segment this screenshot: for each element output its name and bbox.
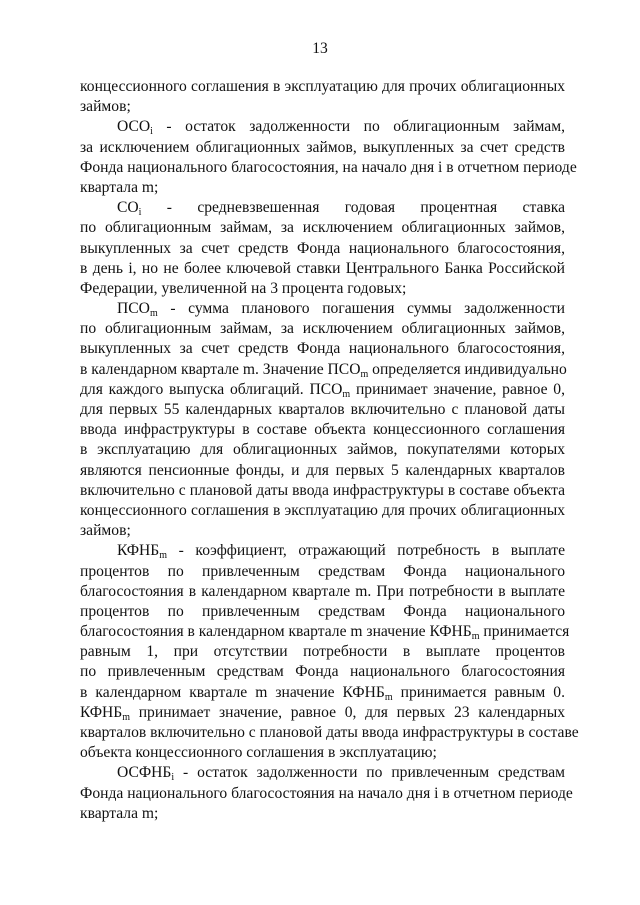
subscript: i (171, 772, 175, 784)
text-line (80, 279, 565, 299)
text-line (80, 158, 577, 178)
line-text: в календарном квартале m. Значение ПСО (80, 360, 361, 378)
line-text: в эксплуатацию для облигационных займов, покупателями которых (80, 441, 565, 459)
line-text: по облигационным займам, за исключением облигационных займов, (80, 219, 565, 237)
text-line (80, 642, 565, 662)
line-text-continued: определяется индивидуально (368, 360, 567, 378)
line-text: процентов по привлеченным средствам Фонда национального (80, 562, 565, 580)
line-text: для первых 55 календарных кварталов включительно с плановой даты (80, 401, 565, 418)
line-text-continued: принимается равным 0. (392, 683, 565, 701)
text-line (80, 97, 565, 117)
line-text-continued: - сумма планового погашения суммы задолженности (157, 300, 565, 318)
text-line (80, 662, 565, 682)
line-text: процентов по привлеченным средствам Фонда национального (80, 602, 565, 620)
line-text: за исключением облигационных займов, выкупленных за счет средств (80, 138, 565, 156)
line-text: по привлеченным средствам Фонда национального благосостояния (80, 663, 565, 681)
line-text-continued: - остаток задолженности по облигационным займам, (152, 118, 565, 136)
text-line (80, 804, 565, 824)
page-number: 13 (312, 40, 328, 57)
line-text: Фонда национального благосостояния, на начало дня i в отчетном периоде (80, 158, 577, 176)
subscript: i (138, 207, 142, 219)
line-text: в календарном квартале m значение КФНБ (80, 683, 385, 701)
line-text: равным 1, при отсутствии потребности в выплате процентов (80, 643, 565, 661)
line-text: выкупленных за счет средств Фонда национального благосостояния, (80, 340, 565, 358)
line-text: квартала m; (80, 178, 159, 196)
text-line (80, 562, 565, 582)
line-text: концессионного соглашения в эксплуатацию для прочих облигационных (80, 501, 565, 519)
text-line (80, 178, 565, 198)
line-text: кварталов включительно с плановой даты ввода инфраструктуры в составе (80, 724, 579, 741)
line-text: ОСО (117, 118, 151, 136)
text-line (80, 299, 565, 319)
text-line (80, 461, 565, 481)
text-line (80, 239, 565, 259)
document-body (80, 77, 579, 824)
text-line (80, 723, 579, 743)
line-text: концессионного соглашения в эксплуатацию для прочих облигационных (80, 78, 565, 95)
subscript: m (384, 691, 393, 703)
text-line (80, 380, 565, 400)
text-line (80, 77, 565, 97)
line-text: выкупленных за счет средств Фонда национального благосостояния, (80, 239, 565, 257)
text-line (80, 582, 565, 602)
subscript: m (360, 368, 369, 380)
line-text: Федерации, увеличенной на 3 процента годовых; (80, 279, 407, 297)
subscript: m (342, 388, 351, 400)
line-text: по облигационным займам, за исключением облигационных займов, (80, 320, 565, 338)
subscript: m (471, 631, 480, 643)
line-text: объекта концессионного соглашения в эксплуатацию; (80, 744, 437, 762)
line-text: квартала m; (80, 804, 159, 822)
line-text: являются пенсионные фонды, и для первых 5 календарных кварталов (80, 461, 565, 479)
line-text: включительно с плановой даты ввода инфраструктуры в составе объекта (80, 481, 565, 499)
line-text: ввода инфраструктуры в составе объекта концессионного соглашения (80, 421, 565, 439)
text-line (80, 521, 565, 541)
subscript: i (150, 126, 153, 138)
line-text: ОСФНБ (117, 764, 172, 782)
line-text-continued: - остаток задолженности по привлеченным средствам (174, 764, 565, 782)
text-line (80, 400, 565, 420)
line-text: в день i, но не более ключевой ставки Центрального Банка Российской (80, 259, 565, 277)
line-text-continued: принимается (479, 623, 570, 641)
subscript: m (122, 711, 131, 723)
text-line (80, 784, 573, 804)
text-line (80, 440, 565, 460)
line-text: СО (117, 199, 139, 217)
line-text: ПСО (117, 300, 150, 318)
text-line (80, 198, 565, 218)
line-text: Фонда национального благосостояния на начало дня i в отчетном периоде (80, 784, 573, 802)
subscript: m (149, 308, 158, 320)
line-text: благосостояния в календарном квартале m. При потребности в выплате (80, 582, 565, 600)
text-line (80, 360, 565, 380)
text-line (80, 541, 565, 561)
line-text-continued: - коэффициент, отражающий потребность в выплате (167, 542, 565, 560)
text-line (80, 481, 565, 501)
text-line (80, 319, 565, 339)
subscript: m (159, 550, 168, 562)
line-text: благосостояния в календарном квартале m значение КФНБ (80, 623, 472, 641)
text-line (80, 743, 565, 763)
text-line (80, 138, 565, 158)
line-text: займов; (80, 98, 131, 116)
text-line (80, 117, 565, 137)
text-line (80, 602, 565, 622)
line-text-continued: - средневзвешенная годовая процентная ставка (141, 199, 565, 217)
text-line (80, 763, 565, 783)
line-text: КФНБ (80, 703, 123, 721)
text-line (80, 259, 565, 279)
text-line (80, 622, 570, 643)
line-text: займов; (80, 522, 131, 540)
text-line (80, 218, 565, 238)
text-line (80, 420, 565, 440)
line-text-continued: принимает значение, равное 0, (350, 380, 565, 398)
text-line (80, 683, 565, 703)
text-line (80, 703, 565, 723)
line-text: КФНБ (117, 542, 160, 560)
text-line (80, 501, 565, 521)
line-text-continued: принимает значение, равное 0, для первых 23 календарных (130, 703, 565, 721)
text-line (80, 339, 565, 359)
line-text: для каждого выпуска облигаций. ПСО (80, 380, 343, 398)
